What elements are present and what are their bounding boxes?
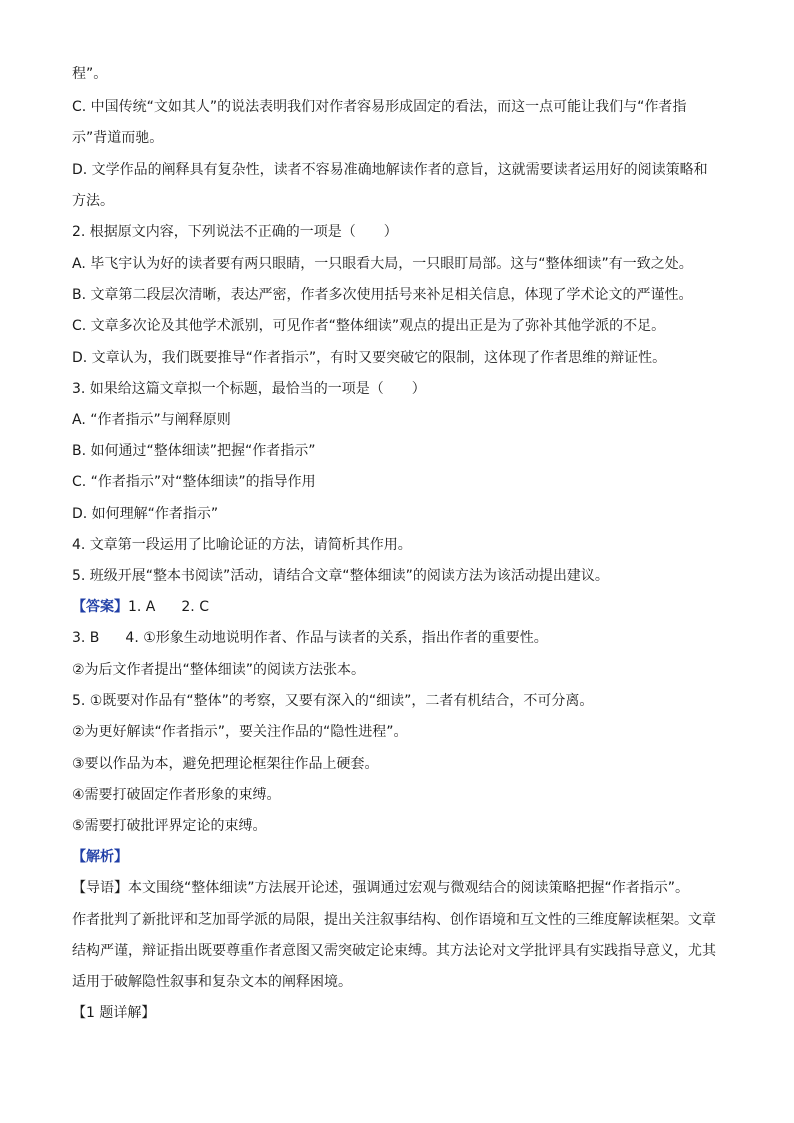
answer-1: 1. A (128, 599, 156, 615)
answer-3: 3. B (72, 630, 100, 646)
answer-tag: 【答案】 (72, 599, 128, 615)
answer-5-part4: ④需要打破固定作者形象的束缚。 (72, 787, 281, 803)
guide-line-4: 适用于破解隐性叙事和复杂文本的阐释困境。 (72, 974, 352, 990)
answer-5-part1: 5. ①既要对作品有“整体”的考察，又要有深入的“细读”，二者有机结合，不可分离。 (72, 693, 594, 709)
q3-option-a: A. “作者指示”与阐释原则 (72, 412, 231, 428)
q1-option-c-line2: 示”背道而驰。 (72, 130, 164, 146)
analysis-tag: 【解析】 (72, 849, 128, 865)
q1-option-d-line1: D. 文学作品的阐释具有复杂性，读者不容易准确地解读作者的意旨，这就需要读者运用好的阅读策略和 (72, 162, 708, 178)
q2-option-c: C. 文章多次论及其他学术派别，可见作者“整体细读”观点的提出正是为了弥补其他学派的不足。 (72, 318, 666, 334)
answer-5-part2: ②为更好解读“作者指示”，要关注作品的“隐性进程”。 (72, 724, 408, 740)
q1-option-c-line1: C. 中国传统“文如其人”的说法表明我们对作者容易形成固定的看法，而这一点可能让我们与“作者指 (72, 99, 687, 115)
guide-line-3: 结构严谨，辩证指出既要尊重作者意图又需突破定论束缚。其方法论对文学批评具有实践指导意义，尤其 (72, 943, 716, 959)
answer-4-part1: 4. ①形象生动地说明作者、作品与读者的关系，指出作者的重要性。 (125, 630, 548, 646)
q2-stem: 2. 根据原文内容，下列说法不正确的一项是（ ） (72, 224, 398, 240)
analysis-heading (72, 847, 722, 867)
answer-2: 2. C (181, 599, 209, 615)
answer-4-part2: ②为后文作者提出“整体细读”的阅读方法张本。 (72, 662, 366, 678)
q2-option-a: A. 毕飞宇认为好的读者要有两只眼睛，一只眼看大局，一只眼盯局部。这与“整体细读”有一致之处。 (72, 256, 693, 272)
answer-5-part5: ⑤需要打破批评界定论的束缚。 (72, 818, 267, 834)
q1-option-b-tail: 程”。 (72, 66, 108, 82)
q3-option-d: D. 如何理解“作者指示” (72, 506, 219, 522)
answer-line-1 (72, 597, 722, 617)
q5-stem: 5. 班级开展“整本书阅读”活动，请结合文章“整体细读”的阅读方法为该活动提出建议。 (72, 568, 609, 584)
guide-text-1: 本文围绕“整体细读”方法展开论述，强调通过宏观与微观结合的阅读策略把握“作者指示”。 (128, 880, 690, 896)
q3-stem: 3. 如果给这篇文章拟一个标题，最恰当的一项是（ ） (72, 381, 426, 397)
guide-line-2: 作者批判了新批评和芝加哥学派的局限，提出关注叙事结构、创作语境和互文性的三维度解读框架。文章 (72, 912, 716, 928)
guide-tag: 【导语】 (72, 880, 128, 896)
q1-option-d-line2: 方法。 (72, 193, 114, 209)
q3-option-c: C. “作者指示”对“整体细读”的指导作用 (72, 474, 316, 490)
answer-line-2 (72, 628, 722, 648)
q4-stem: 4. 文章第一段运用了比喻论证的方法，请简析其作用。 (72, 537, 412, 553)
guide-line-1 (72, 878, 722, 898)
answer-5-part3: ③要以作品为本，避免把理论框架往作品上硬套。 (72, 756, 379, 772)
detail-heading: 【1 题详解】 (72, 1005, 156, 1021)
q2-option-d: D. 文章认为，我们既要推导“作者指示”，有时又要突破它的限制，这体现了作者思维的辩证性。 (72, 350, 667, 366)
q3-option-b: B. 如何通过“整体细读”把握“作者指示” (72, 443, 316, 459)
q2-option-b: B. 文章第二段层次清晰，表达严密，作者多次使用括号来补足相关信息，体现了学术论文的严谨性。 (72, 287, 693, 303)
